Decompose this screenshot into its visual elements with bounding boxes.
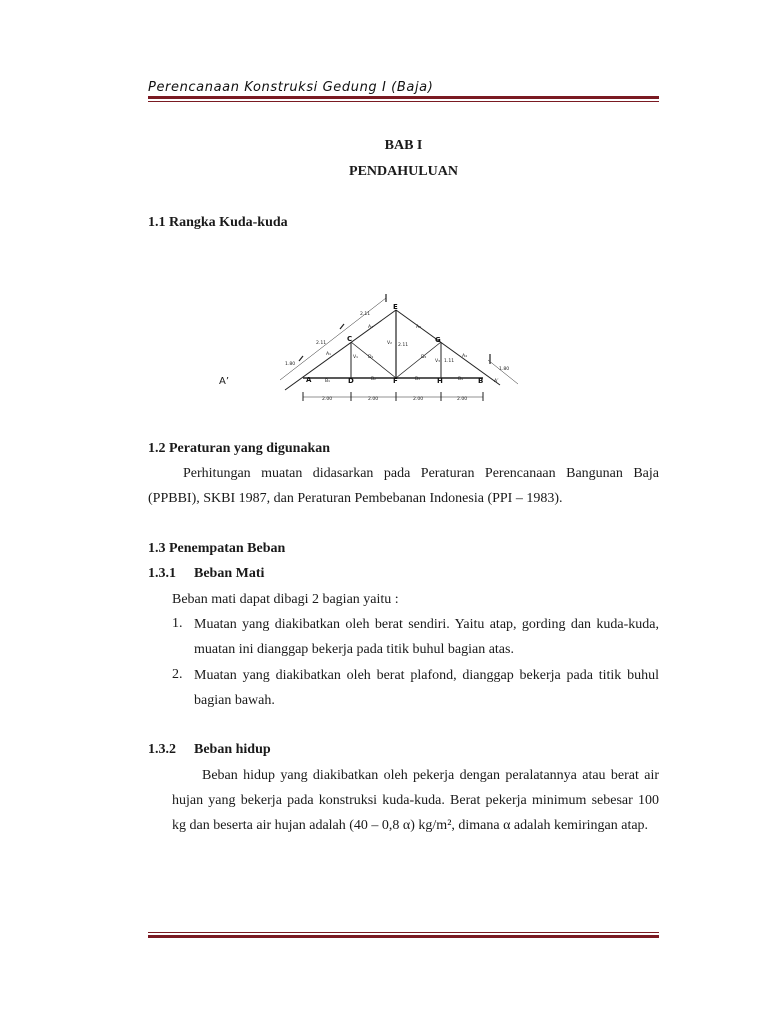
member-b4-label: B₄ (458, 377, 463, 382)
section-1-2-body: Perhitungan muatan didasarkan pada Peraturan Perencanaan Bangunan Baja (PPBBI), SKBI 1987, dan Peraturan Pembebanan Indonesia (PPI – 1983). (148, 466, 659, 506)
dim-bottom-2: 2.00 (368, 397, 379, 402)
node-c-label: C (347, 335, 353, 343)
dim-slope-1: 2.11 (360, 312, 371, 317)
dim-right-overhang: 1.80 (499, 367, 510, 372)
member-b3-label: B₃ (415, 377, 420, 382)
chapter-title: PENDAHULUAN (349, 164, 458, 179)
section-1-3-1-intro: Beban mati dapat dibagi 2 bagian yaitu : (172, 592, 399, 607)
member-a1-label: A₁ (326, 352, 331, 357)
dim-vertical-center: 2.11 (398, 343, 409, 348)
footer-rule-thin (148, 932, 659, 933)
section-1-2-heading: 1.2 Peraturan yang digunakan (148, 441, 331, 456)
dim-bottom-1: 2.00 (322, 397, 333, 402)
member-v3-label: V₃ (435, 359, 440, 364)
section-1-3-2-number: 1.3.2 (148, 742, 176, 757)
diagram-side-label: A’ (219, 376, 230, 387)
member-b2-label: B₂ (371, 377, 376, 382)
member-b1-label: B₁ (325, 379, 330, 384)
member-d1-label: D₁ (368, 355, 374, 360)
node-e-label: E (393, 303, 398, 311)
section-1-3-2-body: Beban hidup yang diakibatkan oleh pekerja dengan peralatannya atau berat air hujan yang bekerja pada konstruksi kuda-kuda. Berat pekerja minimum sebesar 100 kg dan beserta air hujan adalah (40 – 0,8 α) kg/m², dimana α adalah kemiringan atap. (172, 768, 659, 833)
member-a-prime-label: A’ (494, 379, 499, 384)
footer-rule-thick (148, 935, 659, 938)
dim-line-right (488, 360, 518, 384)
list-item-1-number: 1. (172, 616, 183, 631)
node-a-label: A (306, 376, 312, 384)
member-a4-label: A₄ (462, 354, 467, 359)
header-rule-thin (148, 101, 659, 102)
dim-bottom-3: 2.00 (413, 397, 424, 402)
member-d2-label: D₂ (421, 355, 427, 360)
chapter-number: BAB I (384, 138, 423, 153)
section-1-3-1-number: 1.3.1 (148, 566, 176, 581)
member-v1-label: V₁ (353, 355, 358, 360)
dim-slope-3: 1.80 (285, 362, 296, 367)
running-header: Perencanaan Konstruksi Gedung I (Baja) (148, 80, 434, 95)
section-1-3-1-heading: Beban Mati (194, 566, 265, 581)
member-a3-label: A₃ (416, 325, 421, 330)
node-d-label: D (348, 377, 354, 385)
section-1-1-heading: 1.1 Rangka Kuda-kuda (148, 215, 288, 230)
header-rule-thick (148, 96, 659, 99)
node-g-label: G (435, 336, 441, 344)
dim-vertical-right: 1.11 (444, 359, 455, 364)
dim-slope-2: 2.11 (316, 341, 327, 346)
dim-bottom-4: 2.00 (457, 397, 468, 402)
list-item-1-text: Muatan yang diakibatkan oleh berat sendiri. Yaitu atap, gording dan kuda-kuda, muatan ini dianggap bekerja pada titik buhul bagian atas. (194, 617, 659, 657)
list-item-2-number: 2. (172, 667, 183, 682)
section-1-3-heading: 1.3 Penempatan Beban (148, 541, 286, 556)
node-f-label: F (393, 377, 398, 385)
member-v2-label: V₂ (387, 341, 392, 346)
section-1-3-2-heading: Beban hidup (194, 742, 271, 757)
node-b-label: B (478, 377, 484, 385)
list-item-2-text: Muatan yang diakibatkan oleh berat plafond, dianggap bekerja pada titik buhul bagian bawah. (194, 668, 659, 708)
dim-line-slope (280, 298, 386, 380)
truss-diagram (210, 288, 530, 408)
node-h-label: H (437, 377, 443, 385)
diagonal-left (351, 342, 396, 378)
top-chord-right (396, 310, 500, 385)
member-a2-label: A₂ (368, 325, 373, 330)
